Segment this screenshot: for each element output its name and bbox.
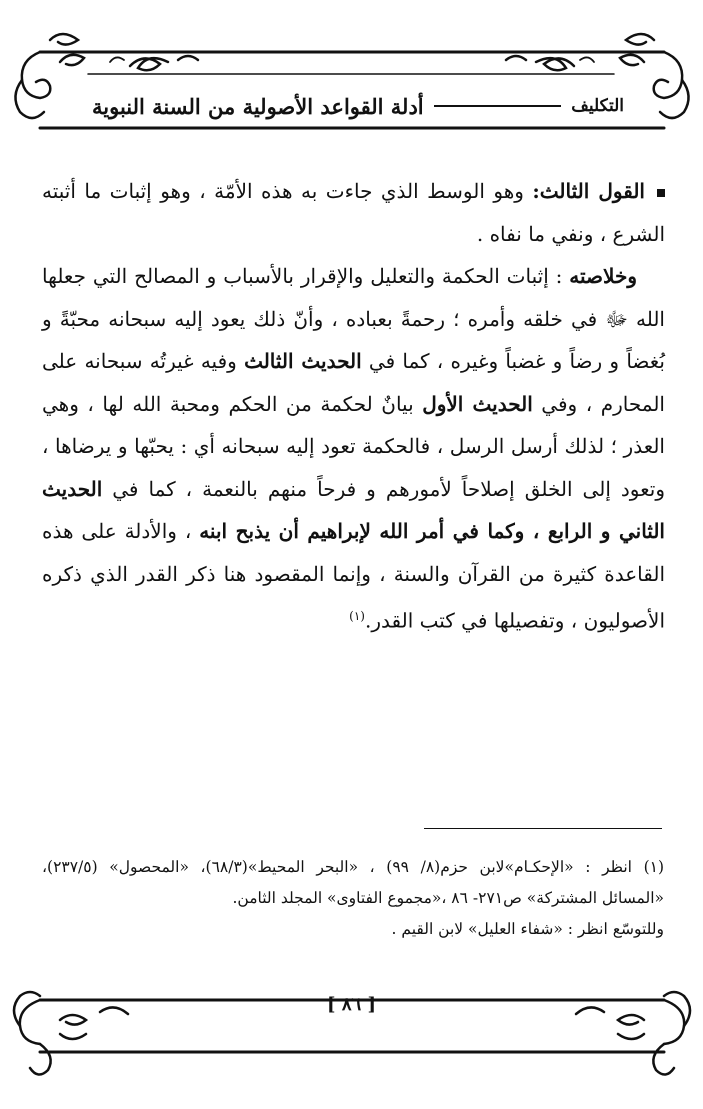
summary-text-3: بيانٌ لحكمة من الحكم ومحبة الله لها ، وهي العذر ؛ لذلك أرسل الرسل ، فالحكمة تعود إليه سبحانه أي : يحبّها و يرضاها ، وتعود إلى الخلق إصلاحاً لأمورهم و فرحاً منهم بالنعمة ، كما في: [42, 391, 665, 501]
paragraph-text: وهو الوسط الذي جاءت به هذه الأمّة ، وهو إثبات ما أثبته الشرع ، ونفي ما نفاه .: [42, 179, 665, 246]
summary-text-4: ، والأدلة على هذه القاعدة كثيرة من القرآن والسنة ، وإنما المقصود هنا ذكر القدر الذي ذكره الأصوليون ، وتفصيلها في كتب القدر.: [42, 519, 665, 633]
paragraph-summary: [42, 255, 665, 642]
section-title: التكليف: [571, 96, 624, 116]
footnotes: [42, 852, 664, 945]
footnote-1: (١) انظر : «الإحكـام»لابن حزم(٨/ ٩٩) ، «البحر المحيط»(٦٨/٣)، «المحصول» (٢٣٧/٥)، «المسائل المشتركة» ص٢٧١- ٨٦ ،«مجموع الفتاوى» المجلد الثامن.: [42, 858, 665, 907]
summary-text-2: وفيه غيرتُه سبحانه على المحارم ، وفي: [42, 349, 665, 416]
page-number: [ ٨٦ ]: [327, 994, 376, 1015]
footnote-2: وللتوسّع انظر : «شفاء العليل» لابن القيم .: [391, 920, 664, 938]
bullet-icon: [657, 189, 665, 197]
hadith-ref-2-4: الحديث الثاني و الرابع ، وكما في أمر الله لإبراهيم أن يذبح ابنه: [42, 476, 665, 543]
header-rule: [434, 105, 562, 107]
paragraph-third-opinion: [42, 170, 665, 255]
footnote-divider: [424, 828, 662, 829]
hadith-ref-3: الحديث الثالث: [244, 349, 362, 373]
paragraph-lead: القول الثالث:: [532, 179, 645, 203]
hadith-ref-1: الحديث الأول: [422, 391, 533, 416]
main-text: [42, 170, 665, 642]
summary-text-1: : إثبات الحكمة والتعليل والإقرار بالأسباب و المصالح التي جعلها الله ﷻ في خلقه وأمره ؛ رحمةً بعباده ، وأنّ ذلك يعود إليه سبحانه محبّةً و بُغضاً و رضاً و غضباً وغيره ، كما في: [42, 264, 665, 373]
book-title: أدلة القواعد الأصولية من السنة النبوية: [92, 93, 424, 119]
footnote-ref[interactable]: (١): [349, 609, 365, 623]
summary-lead: وخلاصته: [569, 264, 637, 288]
running-header: [92, 86, 624, 126]
